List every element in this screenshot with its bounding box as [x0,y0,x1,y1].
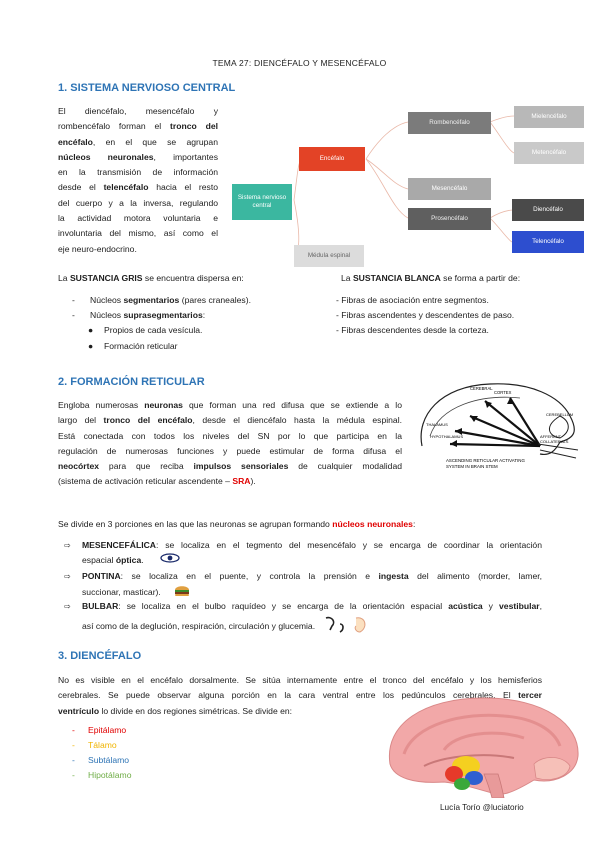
node-metencefalo: Metencéfalo [514,142,584,164]
eye-icon [160,553,180,568]
arrow-icon: ⇨ [64,602,71,611]
diencefalo-part-2: - Tálamo [72,740,117,750]
gris-item-2: - Núcleos suprasegmentarios: [72,310,206,320]
label-thalamus: THALAMUS [426,422,448,427]
reticular-activating-system-figure [410,376,590,472]
label-hypothalamus: HYPOTHALAMUS [430,434,464,439]
author-credit: Lucía Torío @luciatorio [440,803,524,812]
diencefalo-part-4: - Hipotálamo [72,770,132,780]
section-heading-1: 1. SISTEMA NERVIOSO CENTRAL [58,82,236,94]
brain-sagittal-illustration [384,694,584,798]
ear-icon [322,614,370,639]
sustancia-blanca-heading: La SUSTANCIA BLANCA se forma a partir de: [341,273,521,283]
section-heading-3: 3. DIENCÉFALO [58,650,142,662]
arrow-icon: ⇨ [64,541,71,550]
figure-caption-line1: ASCENDING RETICULAR ACTIVATING [446,458,525,463]
gris-item-1: - Núcleos segmentarios (pares craneales). [72,295,251,305]
node-medula: Médula espinal [294,245,364,267]
blanca-item-3: - Fibras descendentes desde la corteza. [336,325,489,335]
pontina-item: PONTINA: se localiza en el puente, y controla la prensión e ingesta del alimento (morder, lamer, succionar, masticar). [82,569,542,602]
divisions-intro: Se divide en 3 porciones en las que las neuronas se agrupan formando núcleos neuronales: [58,519,416,529]
label-cerebral: CEREBRAL [470,386,493,391]
node-prosencefalo: Prosencéfalo [408,208,491,230]
diencefalo-part-1: - Epitálamo [72,725,127,735]
figure-caption-line2: SYSTEM IN BRAIN STEM [446,464,498,469]
label-afferent: AFFERENT [540,434,562,439]
blanca-item-1: - Fibras de asociación entre segmentos. [336,295,489,305]
gris-subitem-2: ● Formación reticular [88,341,178,351]
formacion-reticular-paragraph: Engloba numerosas neuronas que forman una red difusa que se extiende a lo largo del tronco del encéfalo, desde el diencéfalo hasta la médula espinal. Está conectada con todos los niveles del SN por lo que participa en la regulación de numerosas funciones y puede estimular de forma difusa el neocórtex para que reciba impulsos sensoriales de cualquier modalidad (sistema de activación reticular ascendente – SRA). [58,400,403,487]
sustancia-gris-heading: La SUSTANCIA GRIS se encuentra dispersa en: [58,273,244,283]
diencefalo-paragraph: No es visible en el encéfalo dorsalmente. Se sitúa internamente entre el tronco del encéfalo y los hemisferios cerebrales. Se puede observar alguna porción en la cara ventral entre los pedúnculos cerebrales. El tercer ventrículo lo divide en dos regiones simétricas. Se divide en: [58,675,542,716]
node-mesencefalo: Mesencéfalo [408,178,491,200]
node-snc: Sistema nervioso central [232,184,292,220]
mesencefalica-item: MESENCEFÁLICA: se localiza en el tegmento del mesencéfalo y se encarga de coordinar la orientación espacial óptica. [82,538,542,569]
gris-subitem-1: ● Propios de cada vesícula. [88,325,203,335]
arrow-icon: ⇨ [64,572,71,581]
node-telencefalo: Telencéfalo [512,231,584,253]
diencefalo-part-3: - Subtálamo [72,755,130,765]
node-diencefalo: Diencéfalo [512,199,584,221]
label-cortex: CORTEX [494,390,512,395]
blanca-item-2: - Fibras ascendentes y descendentes de paso. [336,310,515,320]
bulbar-item: BULBAR: se localiza en el bulbo raquídeo y se encarga de la orientación espacial acústica y vestibular, así como de la deglución, respiración, circulación y glucemia. [82,599,542,640]
node-rombencefalo: Rombencéfalo [408,112,491,134]
node-mielencefalo: Mielencéfalo [514,106,584,128]
page-title: TEMA 27: DIENCÉFALO Y MESENCÉFALO [212,58,387,68]
label-cerebellum: CEREBELLUM [546,412,574,417]
section-heading-2: 2. FORMACIÓN RETICULAR [58,376,205,388]
snc-paragraph: El diencéfalo, mesencéfalo y rombencéfalo forman el tronco del encéfalo, en el que se agrupan núcleos neuronales, importantes en la transmisión de información desde el telencéfalo hacia el resto del cuerpo y a la inversa, regulando la actividad motora voluntaria e involuntaria del mismo, así como el eje neuro-endocrino. [58,106,218,254]
node-encefalo: Encéfalo [299,147,365,171]
label-collaterals: COLLATERALS [540,439,569,444]
